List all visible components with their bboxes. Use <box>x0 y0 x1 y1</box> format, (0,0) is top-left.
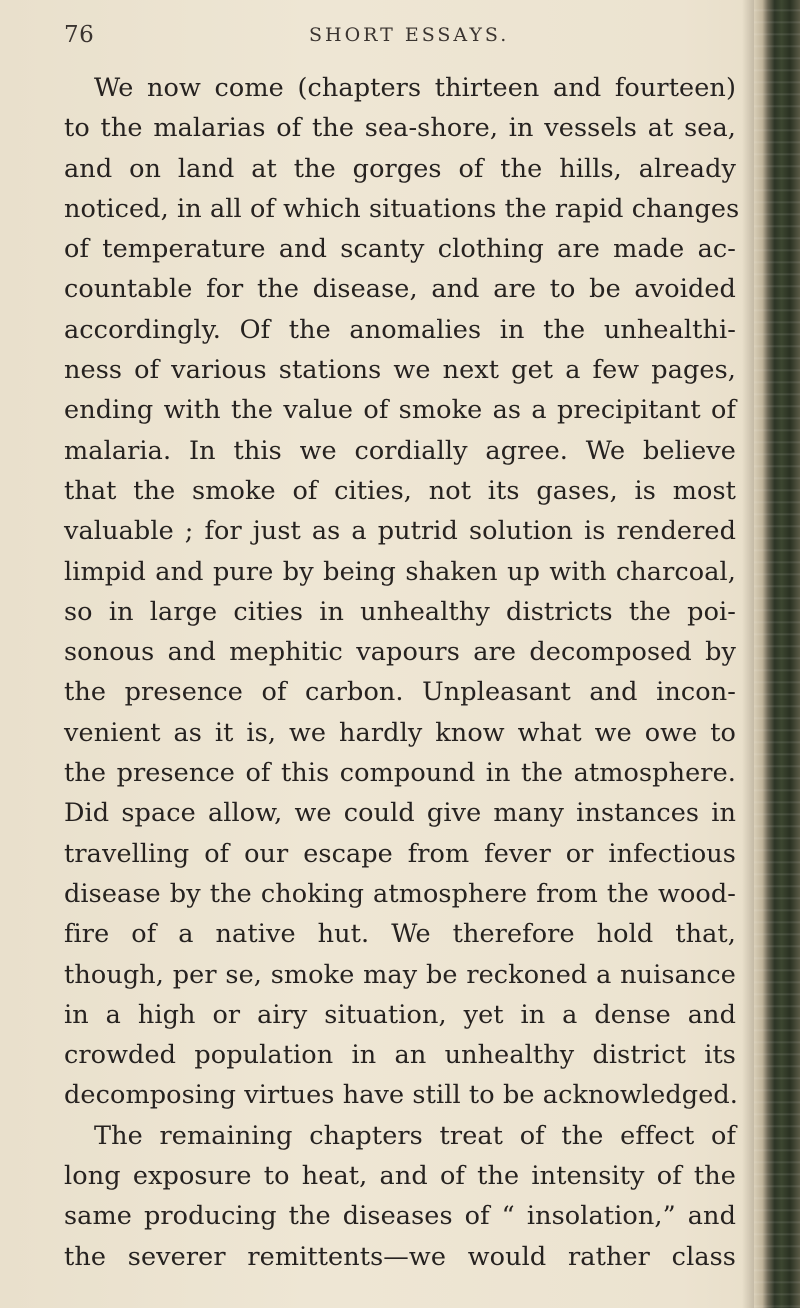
text-line: malaria. In this we cordially agree. We believe <box>64 435 736 466</box>
text-line: the presence of carbon. Unpleasant and incon- <box>64 677 736 708</box>
binding-shadow <box>742 0 754 1308</box>
text-line: long exposure to heat, and of the intensity of the <box>64 1161 736 1192</box>
text-line: in a high or airy situation, yet in a dense and <box>64 999 736 1030</box>
text-line: countable for the disease, and are to be avoided <box>64 274 736 305</box>
text-line: ending with the value of smoke as a precipitant of <box>64 395 736 426</box>
text-line: so in large cities in unhealthy districts the poi- <box>64 596 736 627</box>
text-line: We now come (chapters thirteen and fourteen) <box>94 73 736 103</box>
text-line: to the malarias of the sea-shore, in vessels at sea, <box>64 113 736 144</box>
book-binding-edge <box>754 0 800 1308</box>
text-line: disease by the choking atmosphere from the wood- <box>64 878 736 909</box>
text-line: though, per se, smoke may be reckoned a nuisance <box>64 959 736 990</box>
text-line: travelling of our escape from fever or infectious <box>64 838 736 869</box>
text-line: venient as it is, we hardly know what we owe to <box>64 717 736 748</box>
text-line: sonous and mephitic vapours are decomposed by <box>64 637 736 668</box>
text-line: fire of a native hut. We therefore hold that, <box>64 919 736 950</box>
text-line: the severer remittents—we would rather class <box>64 1241 736 1272</box>
text-line: that the smoke of cities, not its gases, is most <box>64 475 736 506</box>
text-line: the presence of this compound in the atmosphere. <box>64 758 736 789</box>
text-line: valuable ; for just as a putrid solution is rendered <box>64 516 736 547</box>
text-line: of temperature and scanty clothing are made ac- <box>64 234 736 265</box>
text-line: decomposing virtues have still to be acknowledged. <box>64 1080 739 1111</box>
running-head: SHORT ESSAYS. <box>309 24 510 46</box>
text-line: same producing the diseases of “ insolation,” and <box>64 1201 736 1232</box>
body-text <box>64 68 740 1277</box>
text-line: ness of various stations we next get a few pages, <box>64 355 736 386</box>
text-line: Did space allow, we could give many instances in <box>64 798 736 829</box>
text-line: accordingly. Of the anomalies in the unhealthi- <box>64 314 736 345</box>
page-number: 76 <box>64 22 95 48</box>
text-line: The remaining chapters treat of the effect of <box>94 1120 736 1151</box>
text-line: crowded population in an unhealthy district its <box>64 1040 736 1071</box>
text-line: noticed, in all of which situations the rapid changes <box>64 193 740 224</box>
text-line: limpid and pure by being shaken up with charcoal, <box>64 556 736 587</box>
page-header <box>64 22 724 52</box>
text-line: and on land at the gorges of the hills, already <box>64 153 736 184</box>
